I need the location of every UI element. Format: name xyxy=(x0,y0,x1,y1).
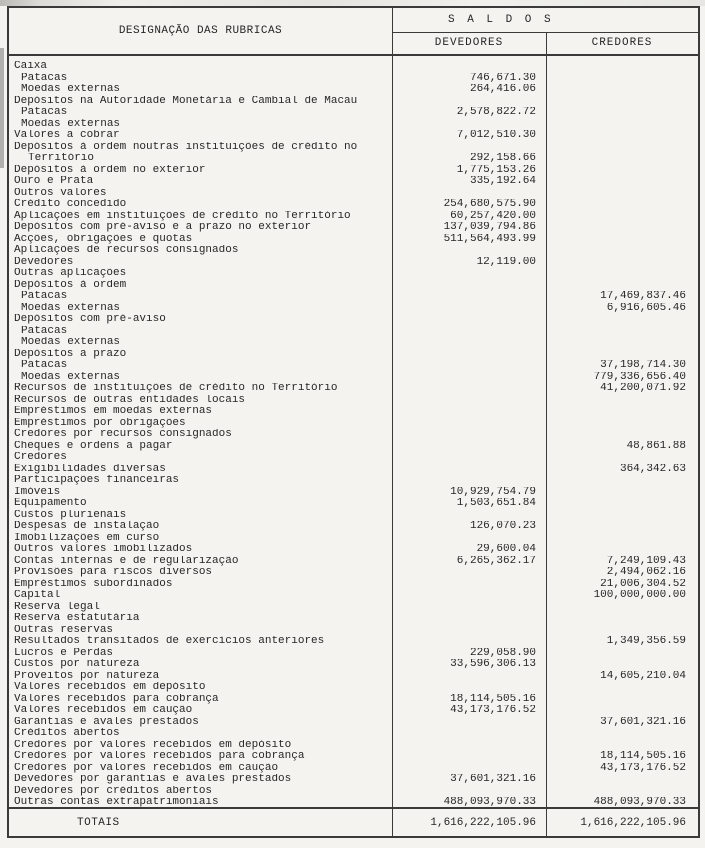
row-credores-value: 18,114,505.16 xyxy=(600,751,686,762)
row-devedores-value xyxy=(392,303,546,315)
row-label: Patacas xyxy=(21,72,68,84)
row-credores-value xyxy=(546,521,698,533)
row-label: Moedas externas xyxy=(21,302,121,314)
table-row xyxy=(9,130,698,142)
table-row xyxy=(9,291,698,303)
table-row xyxy=(9,280,698,292)
table-row xyxy=(9,590,698,602)
row-label: Valores a cobrar xyxy=(14,130,120,141)
table-row xyxy=(9,395,698,407)
table-row xyxy=(9,602,698,614)
row-devedores-value xyxy=(392,268,546,280)
row-label: Ouro e Prata xyxy=(14,176,94,187)
row-credores-value xyxy=(546,245,698,257)
row-devedores-value xyxy=(392,636,546,648)
row-credores-value xyxy=(546,659,698,671)
table-row xyxy=(9,751,698,763)
row-label: Participações financeiras xyxy=(14,475,180,486)
row-devedores-value xyxy=(392,383,546,395)
table-row xyxy=(9,61,698,73)
row-label: Patacas xyxy=(21,107,68,118)
row-devedores-value xyxy=(392,245,546,257)
row-label: Crédito concedido xyxy=(14,199,127,210)
row-credores-value xyxy=(546,165,698,177)
row-devedores-value: 18,114,505.16 xyxy=(450,693,536,705)
column-header-designacao: DESIGNAÇÃO DAS RUBRICAS xyxy=(118,25,283,37)
row-credores-value: 41,200,071.92 xyxy=(600,383,686,394)
row-credores-value xyxy=(546,73,698,85)
row-label: Patacas xyxy=(21,325,68,337)
table-row xyxy=(9,84,698,96)
row-devedores-value xyxy=(392,314,546,326)
row-label: Outras contas extrapatrimoniais xyxy=(14,797,219,807)
table-row xyxy=(9,786,698,798)
table-row xyxy=(9,142,698,154)
row-devedores-value xyxy=(392,751,546,763)
row-credores-value xyxy=(546,740,698,752)
row-credores-value xyxy=(546,475,698,487)
row-label: Credores por valores recebidos em caução xyxy=(14,762,279,774)
table-row xyxy=(9,452,698,464)
row-credores-value xyxy=(546,222,698,234)
row-devedores-value xyxy=(392,717,546,729)
table-row xyxy=(9,556,698,568)
row-credores-value xyxy=(546,96,698,108)
row-credores-value xyxy=(546,107,698,119)
row-label: Imóveis xyxy=(14,486,61,498)
row-credores-value: 100,000,000.00 xyxy=(593,590,686,601)
row-devedores-value xyxy=(392,96,546,108)
row-credores-value xyxy=(546,786,698,798)
row-devedores-value: 43,173,176.52 xyxy=(450,705,536,716)
row-label: Outras aplicações xyxy=(14,268,127,279)
row-credores-value xyxy=(546,337,698,349)
row-label: Depósitos na Autoridade Monetária e Cambial de Macau xyxy=(14,95,358,107)
row-devedores-value xyxy=(392,61,546,73)
row-label: Credores xyxy=(14,452,67,463)
row-credores-value: 14,605,210.04 xyxy=(600,670,686,682)
row-devedores-value xyxy=(392,682,546,694)
row-devedores-value: 29,600.04 xyxy=(476,544,536,555)
table-row xyxy=(9,372,698,384)
table-row xyxy=(9,153,698,165)
row-credores-value xyxy=(546,119,698,131)
row-label: Despesas de instalação xyxy=(14,521,160,532)
table-row xyxy=(9,199,698,211)
table-row xyxy=(9,464,698,476)
row-credores-value xyxy=(546,510,698,522)
row-credores-value xyxy=(546,84,698,96)
row-label: Acções, obrigações e quotas xyxy=(14,233,193,245)
row-devedores-value: 126,070.23 xyxy=(469,521,536,532)
row-label: Reserva estatutária xyxy=(14,613,140,624)
row-label: Empréstimos em moedas externas xyxy=(14,406,213,417)
row-devedores-value xyxy=(392,728,546,740)
row-label: Credores por valores recebidos para cobrança xyxy=(14,751,305,762)
row-devedores-value xyxy=(392,349,546,361)
row-credores-value xyxy=(546,130,698,142)
row-devedores-value xyxy=(392,464,546,476)
row-label: Contas internas e de regularização xyxy=(14,555,239,567)
row-label: Território xyxy=(28,153,95,164)
row-credores-value: 1,349,356.59 xyxy=(606,636,686,647)
table-row xyxy=(9,406,698,418)
row-label: Aplicações em instituições de crédito no Território xyxy=(14,210,351,222)
row-devedores-value: 137,039,794.86 xyxy=(443,222,536,233)
row-devedores-value xyxy=(392,142,546,154)
row-credores-value: 7,249,109.43 xyxy=(606,555,686,567)
row-label: Provisões para riscos diversos xyxy=(14,567,213,578)
row-devedores-value: 2,578,822.72 xyxy=(456,107,536,118)
row-label: Credores por valores recebidos em depósito xyxy=(14,739,292,751)
totals-label: TOTAIS xyxy=(77,816,120,829)
row-label: Depósitos à ordem xyxy=(14,279,127,291)
row-credores-value xyxy=(546,613,698,625)
row-label: Moedas externas xyxy=(21,118,121,130)
row-label: Caixa xyxy=(14,61,48,72)
row-credores-value xyxy=(546,429,698,441)
row-label: Moedas externas xyxy=(21,371,121,383)
table-row xyxy=(9,360,698,372)
row-label: Depósitos à ordem noutras instituições de crédito no xyxy=(14,141,358,153)
table-row xyxy=(9,694,698,706)
row-label: Proveitos por natureza xyxy=(14,670,160,682)
row-label: Patacas xyxy=(21,291,68,302)
row-devedores-value: 6,265,362.17 xyxy=(456,555,536,567)
row-credores-value xyxy=(546,326,698,338)
scan-smudge-left xyxy=(0,48,4,168)
table-row xyxy=(9,533,698,545)
row-credores-value xyxy=(546,199,698,211)
row-credores-value: 779,336,656.40 xyxy=(593,371,686,383)
row-label: Custos plurienais xyxy=(14,509,127,521)
row-devedores-value xyxy=(392,613,546,625)
row-credores-value xyxy=(546,498,698,510)
row-devedores-value xyxy=(392,326,546,338)
row-devedores-value xyxy=(392,510,546,522)
row-label: Moedas externas xyxy=(21,84,121,95)
row-devedores-value xyxy=(392,280,546,292)
row-label: Depósitos com pré-aviso xyxy=(14,314,166,325)
row-devedores-value xyxy=(392,406,546,418)
row-credores-value xyxy=(546,234,698,246)
row-devedores-value: 335,192.64 xyxy=(469,176,536,187)
table-row xyxy=(9,222,698,234)
table-row xyxy=(9,245,698,257)
table-row xyxy=(9,188,698,200)
row-devedores-value xyxy=(392,291,546,303)
row-label: Devedores por créditos abertos xyxy=(14,785,213,797)
table-row xyxy=(9,176,698,188)
row-devedores-value xyxy=(392,579,546,591)
table-row xyxy=(9,107,698,119)
row-devedores-value xyxy=(392,763,546,775)
table-row xyxy=(9,429,698,441)
table-row xyxy=(9,717,698,729)
table-row xyxy=(9,740,698,752)
table-row xyxy=(9,521,698,533)
row-label: Lucros e Perdas xyxy=(14,647,114,659)
row-credores-value xyxy=(546,544,698,556)
table-row xyxy=(9,418,698,430)
table-row xyxy=(9,96,698,108)
row-credores-value xyxy=(546,280,698,292)
row-devedores-value: 292,158.66 xyxy=(469,153,536,164)
row-credores-value xyxy=(546,602,698,614)
column-header-saldos: S A L D O S xyxy=(448,14,554,26)
row-label: Patacas xyxy=(21,360,68,371)
table-row xyxy=(9,797,698,807)
row-devedores-value xyxy=(392,590,546,602)
table-row xyxy=(9,337,698,349)
totals-row xyxy=(9,809,698,836)
row-label: Aplicações de recursos consignados xyxy=(14,245,239,256)
row-devedores-value xyxy=(392,360,546,372)
table-row xyxy=(9,705,698,717)
divider-saldos-subheader xyxy=(392,32,698,33)
row-label: Recursos de instituições de crédito no Território xyxy=(14,383,338,394)
row-credores-value xyxy=(546,153,698,165)
row-credores-value xyxy=(546,142,698,154)
table-row xyxy=(9,165,698,177)
row-devedores-value xyxy=(392,740,546,752)
row-devedores-value: 37,601,321.16 xyxy=(450,774,536,785)
table-row xyxy=(9,774,698,786)
row-credores-value: 6,916,605.46 xyxy=(606,302,686,314)
table-row xyxy=(9,728,698,740)
balance-sheet-table xyxy=(7,6,700,838)
row-devedores-value: 488,093,970.33 xyxy=(443,797,536,807)
row-label: Equipamento xyxy=(14,498,87,509)
table-row xyxy=(9,268,698,280)
row-label: Garantias e avales prestados xyxy=(14,716,199,728)
row-label: Devedores por garantias e avales prestados xyxy=(14,774,292,785)
row-credores-value: 17,469,837.46 xyxy=(600,291,686,302)
row-devedores-value: 60,257,420.00 xyxy=(450,210,536,222)
table-row xyxy=(9,579,698,591)
table-row xyxy=(9,349,698,361)
row-credores-value xyxy=(546,682,698,694)
row-credores-value xyxy=(546,452,698,464)
table-row xyxy=(9,487,698,499)
table-row xyxy=(9,475,698,487)
row-label: Empréstimos por obrigações xyxy=(14,417,186,429)
row-credores-value: 37,601,321.16 xyxy=(600,716,686,728)
row-credores-value: 37,198,714.30 xyxy=(600,360,686,371)
row-devedores-value xyxy=(392,533,546,545)
table-row xyxy=(9,257,698,269)
table-row xyxy=(9,498,698,510)
row-label: Depósitos com pré-aviso e a prazo no exterior xyxy=(14,222,312,233)
table-row xyxy=(9,73,698,85)
row-devedores-value: 1,775,153.26 xyxy=(456,164,536,176)
row-devedores-value xyxy=(392,429,546,441)
table-row xyxy=(9,441,698,453)
row-credores-value: 48,861.88 xyxy=(626,440,686,452)
totals-credores-value: 1,616,222,105.96 xyxy=(580,816,686,829)
row-credores-value: 488,093,970.33 xyxy=(593,797,686,807)
table-row xyxy=(9,326,698,338)
table-row xyxy=(9,119,698,131)
table-row xyxy=(9,314,698,326)
row-devedores-value xyxy=(392,475,546,487)
row-label: Custos por natureza xyxy=(14,659,140,670)
table-row xyxy=(9,625,698,637)
row-label: Créditos abertos xyxy=(14,728,120,739)
row-devedores-value xyxy=(392,602,546,614)
row-label: Exigibilidades diversas xyxy=(14,463,166,475)
totals-devedores-value: 1,616,222,105.96 xyxy=(430,816,536,829)
table-row xyxy=(9,234,698,246)
row-devedores-value xyxy=(392,418,546,430)
row-label: Reserva legal xyxy=(14,601,100,613)
row-credores-value xyxy=(546,211,698,223)
table-row xyxy=(9,544,698,556)
row-label: Devedores xyxy=(14,256,74,268)
row-devedores-value xyxy=(392,567,546,579)
table-row xyxy=(9,763,698,775)
row-credores-value xyxy=(546,533,698,545)
row-devedores-value xyxy=(392,395,546,407)
row-label: Capital xyxy=(14,590,61,601)
table-row xyxy=(9,671,698,683)
row-devedores-value xyxy=(392,452,546,464)
row-label: Outros valores imobilizados xyxy=(14,544,193,555)
table-row xyxy=(9,613,698,625)
row-label: Resultados transitados de exercícios anteriores xyxy=(14,636,325,647)
row-devedores-value: 33,596,306.13 xyxy=(450,659,536,670)
row-label: Valores recebidos para cobrança xyxy=(14,693,219,705)
table-row xyxy=(9,567,698,579)
row-label: Moedas externas xyxy=(21,337,121,348)
row-credores-value xyxy=(546,625,698,637)
row-label: Empréstimos subordinados xyxy=(14,578,173,590)
row-devedores-value xyxy=(392,441,546,453)
row-credores-value xyxy=(546,257,698,269)
column-header-devedores: DEVEDORES xyxy=(434,37,504,49)
row-devedores-value xyxy=(392,786,546,798)
row-credores-value xyxy=(546,176,698,188)
row-devedores-value: 746,671.30 xyxy=(469,72,536,84)
row-credores-value xyxy=(546,349,698,361)
table-row xyxy=(9,636,698,648)
row-credores-value xyxy=(546,418,698,430)
row-devedores-value xyxy=(392,625,546,637)
row-credores-value xyxy=(546,61,698,73)
row-devedores-value: 10,929,754.79 xyxy=(450,486,536,498)
row-label: Depósitos à ordem no exterior xyxy=(14,164,206,176)
row-credores-value xyxy=(546,395,698,407)
row-credores-value: 364,342.63 xyxy=(619,463,686,475)
row-devedores-value xyxy=(392,671,546,683)
row-label: Cheques e ordens a pagar xyxy=(14,440,173,452)
row-label: Valores recebidos em depósito xyxy=(14,682,206,693)
row-label: Imobilizações em curso xyxy=(14,532,160,544)
row-label: Credores por recursos consignados xyxy=(14,429,232,440)
row-credores-value xyxy=(546,188,698,200)
row-credores-value: 43,173,176.52 xyxy=(600,762,686,774)
row-credores-value xyxy=(546,406,698,418)
row-label: Recursos de outras entidades locais xyxy=(14,394,246,406)
row-devedores-value: 229,058.90 xyxy=(469,647,536,659)
row-label: Valores recebidos em caução xyxy=(14,705,193,716)
row-devedores-value xyxy=(392,337,546,349)
row-devedores-value: 254,680,575.90 xyxy=(443,199,536,210)
row-credores-value xyxy=(546,728,698,740)
row-credores-value xyxy=(546,487,698,499)
row-label: Outras reservas xyxy=(14,624,114,636)
row-credores-value xyxy=(546,705,698,717)
row-credores-value xyxy=(546,694,698,706)
table-row xyxy=(9,682,698,694)
row-label: Depósitos a prazo xyxy=(14,348,127,360)
row-devedores-value xyxy=(392,372,546,384)
row-label: Outros valores xyxy=(14,187,107,199)
row-devedores-value xyxy=(392,119,546,131)
table-row xyxy=(9,510,698,522)
row-credores-value: 21,006,304.52 xyxy=(600,578,686,590)
row-credores-value xyxy=(546,314,698,326)
row-credores-value xyxy=(546,774,698,786)
table-body xyxy=(9,56,698,807)
row-devedores-value: 511,564,493.99 xyxy=(443,233,536,245)
row-credores-value: 2,494,062.16 xyxy=(606,567,686,578)
table-row xyxy=(9,659,698,671)
table-row xyxy=(9,211,698,223)
column-header-credores: CREDORES xyxy=(591,37,653,49)
row-devedores-value: 264,416.06 xyxy=(469,84,536,95)
row-credores-value xyxy=(546,268,698,280)
row-devedores-value: 12,119.00 xyxy=(476,256,536,268)
table-row xyxy=(9,303,698,315)
row-devedores-value xyxy=(392,188,546,200)
row-credores-value xyxy=(546,648,698,660)
table-row xyxy=(9,383,698,395)
table-row xyxy=(9,648,698,660)
row-devedores-value: 1,503,651.84 xyxy=(456,498,536,509)
row-devedores-value: 7,012,510.30 xyxy=(456,130,536,141)
